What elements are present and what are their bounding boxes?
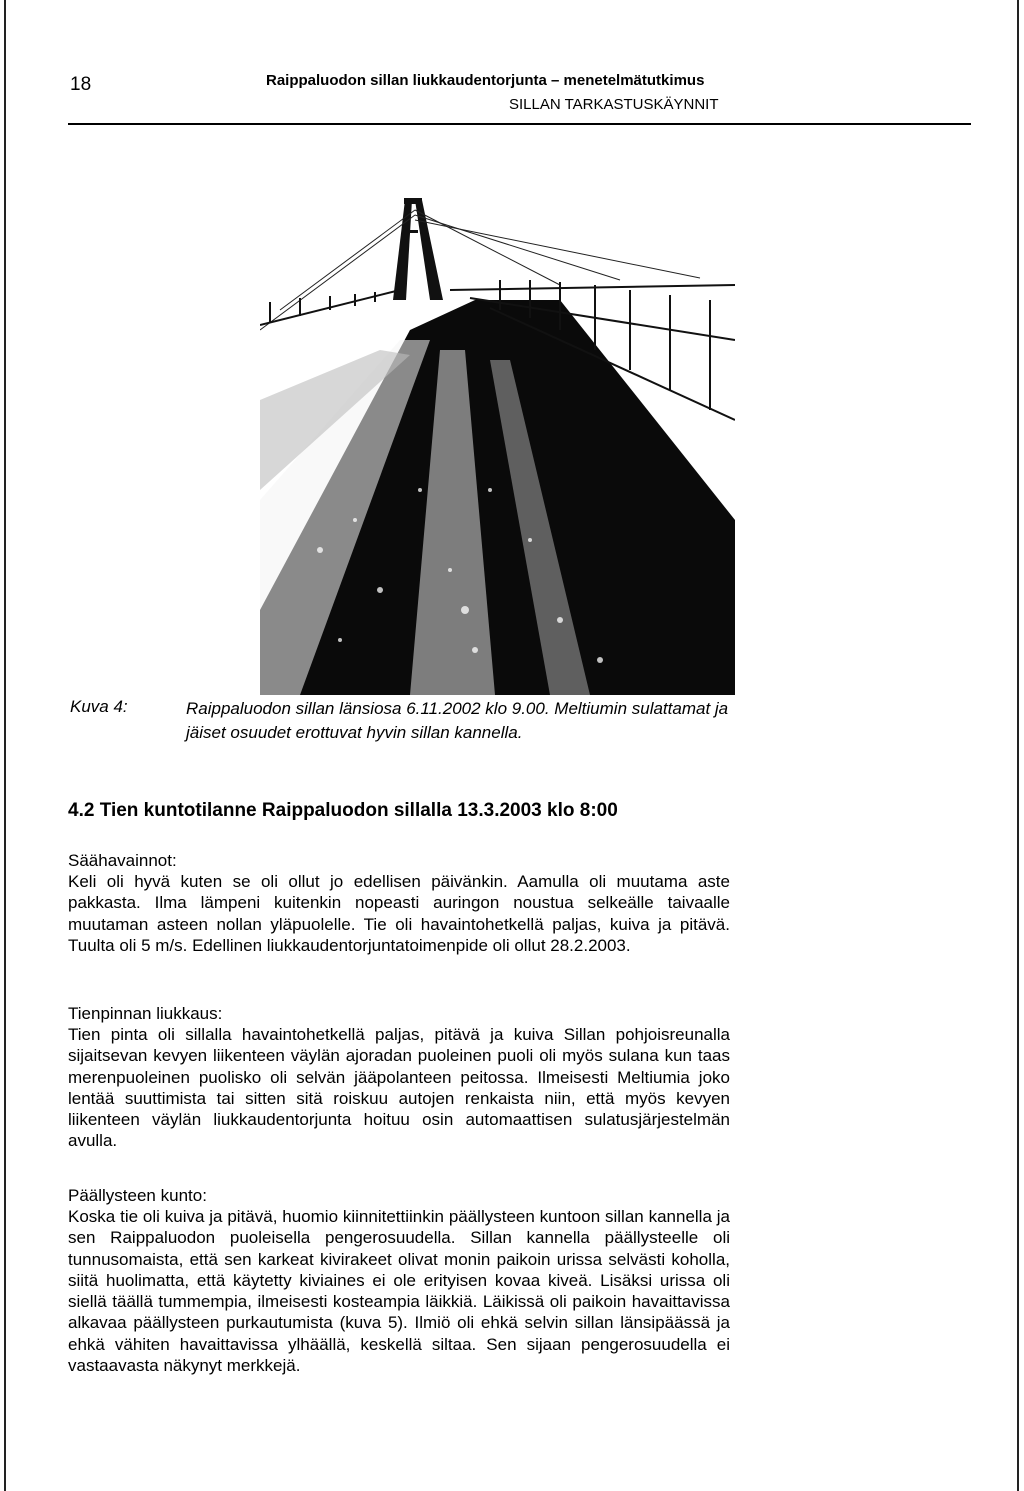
page-number: 18 — [70, 74, 92, 95]
scan-border-left — [4, 0, 6, 1491]
running-header-title: Raippaluodon sillan liukkaudentorjunta – menetelmätutkimus — [266, 72, 705, 89]
paragraph-road-slipperiness: Tien pinta oli sillalla havaintohetkellä paljas, pitävä ja kuiva Sillan pohjoisreunalla sijaitsevan kevyen liikenteen väylän ajoradan puoleinen puoli oli myös sulana kun taas merenpuoleinen puolisko oli selvän jääpolanteen peitossa. Ilmeisesti Meltiumia joko lentää suuttimista tai sitten sitä roiskuu autojen renkaista niin, että myös kevyen liikenteen väylän liukkaudentorjunta hoituu osin automaattisen sulatusjärjestelmän avulla. — [68, 1025, 730, 1151]
header-divider — [68, 123, 971, 125]
section-heading: 4.2 Tien kuntotilanne Raippaluodon sillalla 13.3.2003 klo 8:00 — [68, 800, 618, 821]
subheading-pavement-condition: Päällysteen kunto: — [68, 1186, 207, 1205]
scan-border-right — [1017, 0, 1019, 1491]
subheading-weather: Säähavainnot: — [68, 851, 177, 870]
bridge-photo — [260, 190, 735, 695]
paragraph-pavement-condition: Koska tie oli kuiva ja pitävä, huomio kiinnitettiinkin päällysteen kuntoon sillan kannella ja sen Raippaluodon puoleisella pengerosuudella. Sillan kannella päällysteelle oli tunnusomaista, että sen karkeat kivirakeet olivat monin paikoin urissa selvästi koholla, siitä huolimatta, että käytetty kiviaines ei ole erityisen kovaa kiveä. Lisäksi urissa oli siellä täällä tummempia, ilmeisesti kosteampia läikkiä. Läikissä oli paikoin havaittavissa alkavaa päällysteen purkautumista (kuva 5). Ilmiö oli ehkä selvin sillan länsipäässä ja ehkä vähiten havaittavissa ylhäällä, keskellä siltaa. Sen sijaan pengerosuudella ei vastaavasta näkynyt merkkejä. — [68, 1207, 730, 1376]
paragraph-weather: Keli oli hyvä kuten se oli ollut jo edellisen päivänkin. Aamulla oli muutama aste pakkasta. Ilma lämpeni kuitenkin nopeasti auringon noustua selkeälle taivaalle muutaman asteen nollan yläpuolelle. Tie oli havaintohetkellä paljas, kuiva ja pitävä. Tuulta oli 5 m/s. Edellinen liukkaudentorjuntatoimenpide oli ollut 28.2.2003. — [68, 872, 730, 955]
figure-caption: Raippaluodon sillan länsiosa 6.11.2002 klo 9.00. Meltiumin sulattamat ja jäiset osuudet erottuvat hyvin sillan kannella. — [186, 699, 729, 742]
subheading-road-slipperiness: Tienpinnan liukkaus: — [68, 1004, 223, 1023]
running-header-subtitle: SILLAN TARKASTUSKÄYNNIT — [509, 96, 719, 113]
figure-label: Kuva 4: — [70, 697, 128, 716]
